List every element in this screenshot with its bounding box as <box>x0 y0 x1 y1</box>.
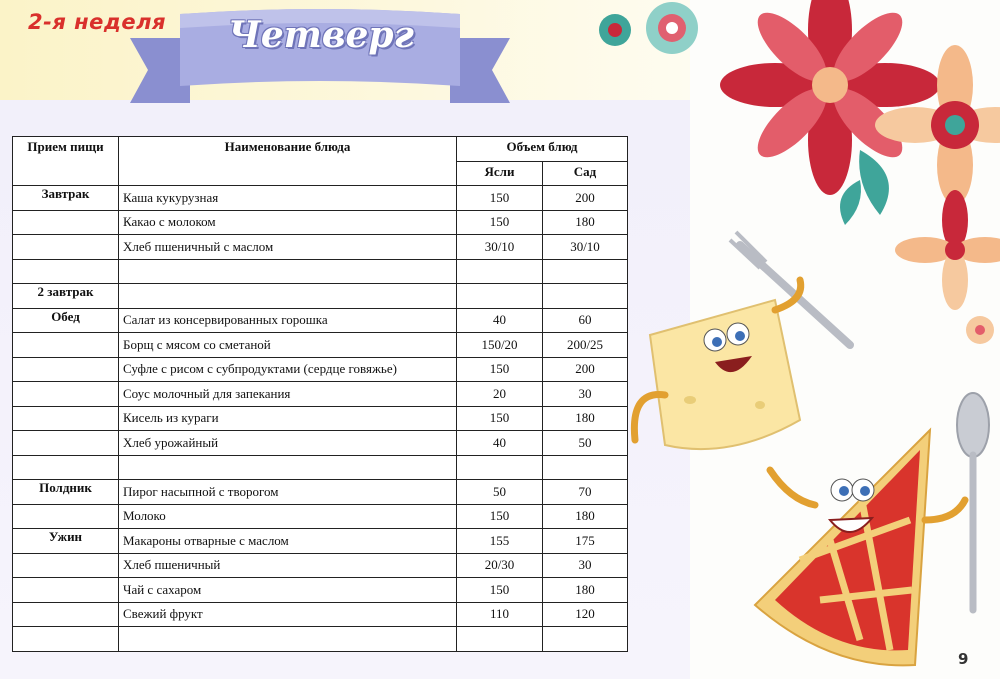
nursery-cell: 155 <box>457 529 543 554</box>
garden-cell <box>543 455 628 480</box>
table-row <box>13 235 628 260</box>
garden-cell <box>543 627 628 652</box>
flower-teal-icon <box>646 2 698 54</box>
header-garden: Сад <box>543 161 628 186</box>
page-number: 9 <box>958 650 969 668</box>
nursery-cell: 150 <box>457 186 543 211</box>
header-nursery: Ясли <box>457 161 543 186</box>
meal-cell: Ужин <box>13 529 119 554</box>
nursery-cell: 150 <box>457 357 543 382</box>
meal-cell <box>13 382 119 407</box>
dish-cell: Борщ с мясом со сметаной <box>119 333 457 358</box>
pizza-character-icon <box>755 430 965 665</box>
table-row <box>13 382 628 407</box>
dish-cell: Какао с молоком <box>119 210 457 235</box>
header-dish: Наименование блюда <box>119 137 457 186</box>
garden-cell: 70 <box>543 480 628 505</box>
dish-cell: Молоко <box>119 504 457 529</box>
meal-cell <box>13 357 119 382</box>
dish-cell: Макароны отварные с маслом <box>119 529 457 554</box>
meal-cell <box>13 431 119 456</box>
table-row <box>13 186 628 211</box>
header-volume: Объем блюд <box>457 137 628 162</box>
nursery-cell: 20/30 <box>457 553 543 578</box>
table-row <box>13 431 628 456</box>
nursery-cell: 40 <box>457 308 543 333</box>
table-row <box>13 259 628 284</box>
table-row <box>13 357 628 382</box>
meal-cell <box>13 235 119 260</box>
dish-cell: Свежий фрукт <box>119 602 457 627</box>
nursery-cell: 20 <box>457 382 543 407</box>
dish-cell <box>119 627 457 652</box>
table-row <box>13 406 628 431</box>
dish-cell: Каша кукурузная <box>119 186 457 211</box>
garden-cell: 180 <box>543 406 628 431</box>
garden-cell: 200 <box>543 357 628 382</box>
meal-cell <box>13 553 119 578</box>
nursery-cell <box>457 284 543 309</box>
table-row <box>13 210 628 235</box>
table-row <box>13 504 628 529</box>
header-meal: Прием пищи <box>13 137 119 186</box>
nursery-cell: 50 <box>457 480 543 505</box>
garden-cell: 30 <box>543 382 628 407</box>
nursery-cell <box>457 259 543 284</box>
garden-cell: 180 <box>543 210 628 235</box>
meal-cell <box>13 333 119 358</box>
dish-cell: Соус молочный для запекания <box>119 382 457 407</box>
garden-cell: 175 <box>543 529 628 554</box>
nursery-cell: 30/10 <box>457 235 543 260</box>
nursery-cell: 110 <box>457 602 543 627</box>
dish-cell: Суфле с рисом с субпродуктами (сердце говяжье) <box>119 357 457 382</box>
nursery-cell: 150 <box>457 210 543 235</box>
meal-cell <box>13 455 119 480</box>
garden-cell: 180 <box>543 504 628 529</box>
table-row <box>13 627 628 652</box>
table-row <box>13 480 628 505</box>
nursery-cell: 150 <box>457 578 543 603</box>
garden-cell: 200 <box>543 186 628 211</box>
nursery-cell: 40 <box>457 431 543 456</box>
meal-cell <box>13 578 119 603</box>
dish-cell: Пирог насыпной с творогом <box>119 480 457 505</box>
table-row <box>13 553 628 578</box>
table-row <box>13 308 628 333</box>
garden-cell <box>543 259 628 284</box>
table-row <box>13 529 628 554</box>
flower-big-red-icon <box>720 0 940 195</box>
garden-cell <box>543 284 628 309</box>
garden-cell: 200/25 <box>543 333 628 358</box>
nursery-cell: 150 <box>457 504 543 529</box>
meal-cell: Обед <box>13 308 119 333</box>
dish-cell <box>119 259 457 284</box>
garden-cell: 30/10 <box>543 235 628 260</box>
week-label: 2-я неделя <box>28 10 166 34</box>
table-row <box>13 455 628 480</box>
meal-cell <box>13 210 119 235</box>
garden-cell: 180 <box>543 578 628 603</box>
meal-cell <box>13 406 119 431</box>
meal-cell: 2 завтрак <box>13 284 119 309</box>
meal-cell <box>13 504 119 529</box>
garden-cell: 120 <box>543 602 628 627</box>
dish-cell: Хлеб урожайный <box>119 431 457 456</box>
dish-cell <box>119 284 457 309</box>
table-row <box>13 284 628 309</box>
meal-cell: Завтрак <box>13 186 119 211</box>
table-row <box>13 578 628 603</box>
day-title: Четверг <box>228 14 414 56</box>
dish-cell <box>119 455 457 480</box>
cheese-character-icon <box>634 280 800 449</box>
meal-cell <box>13 602 119 627</box>
dish-cell: Кисель из кураги <box>119 406 457 431</box>
garden-cell: 50 <box>543 431 628 456</box>
flower-small-teal-icon <box>599 14 631 46</box>
table-header-row <box>13 137 628 162</box>
dish-cell: Чай с сахаром <box>119 578 457 603</box>
garden-cell: 30 <box>543 553 628 578</box>
table-row <box>13 602 628 627</box>
dish-cell: Хлеб пшеничный <box>119 553 457 578</box>
flower-orange-icon <box>895 190 1000 310</box>
small-flower-icon <box>966 316 994 344</box>
nursery-cell: 150/20 <box>457 333 543 358</box>
table-row <box>13 333 628 358</box>
nursery-cell <box>457 455 543 480</box>
meal-cell: Полдник <box>13 480 119 505</box>
meal-cell <box>13 627 119 652</box>
garden-cell: 60 <box>543 308 628 333</box>
menu-table <box>12 136 628 652</box>
nursery-cell: 150 <box>457 406 543 431</box>
nursery-cell <box>457 627 543 652</box>
meal-cell <box>13 259 119 284</box>
dish-cell: Хлеб пшеничный с маслом <box>119 235 457 260</box>
dish-cell: Салат из консервированных горошка <box>119 308 457 333</box>
